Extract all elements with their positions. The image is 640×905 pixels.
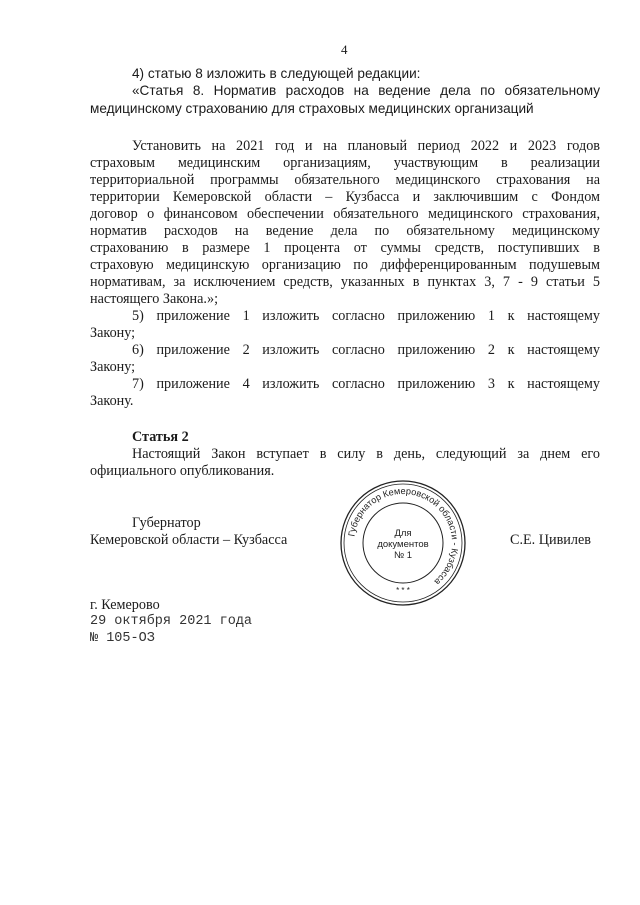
body-line: Установить на 2021 год и на плановый период 2022 и 2023 годов: [132, 138, 600, 154]
seal-center-line-1: Для: [394, 528, 412, 539]
body-line: договор о финансовом обеспечении обязательного медицинского страхования,: [90, 206, 600, 222]
body-line: страховую медицинскую организацию по дифференцированным подушевым: [90, 257, 600, 273]
seal-center-line-3: № 1: [393, 550, 413, 561]
seal-ring-text: Губернатор Кемеровской области - Кузбасса: [346, 485, 461, 588]
stamp-number: № 105-ОЗ: [90, 631, 155, 646]
signature-title-line-2: Кемеровской области – Кузбасса: [90, 532, 288, 548]
article-8-title-line-1: «Статья 8. Норматив расходов на ведение дела по обязательному: [132, 83, 600, 98]
item-4-intro: 4) статью 8 изложить в следующей редакции:: [132, 66, 421, 81]
body-line: территории Кемеровской области – Кузбасса и заключившим с Фондом: [90, 189, 600, 205]
signature-name: С.Е. Цивилев: [510, 532, 591, 548]
page-number: 4: [341, 42, 348, 57]
stamp-date: 29 октября 2021 года: [90, 614, 253, 629]
body-line: территориальной программы обязательного медицинского страхования на: [90, 172, 600, 188]
article-2-line-2: официального опубликования.: [90, 463, 275, 479]
signature-title-line-1: Губернатор: [132, 515, 201, 531]
article-8-title-line-2: медицинскому страхованию для страховых медицинских организаций: [90, 101, 534, 116]
item-5-line-2: Закону;: [90, 325, 136, 341]
body-line: страхованию в размере 1 процента от суммы средств, поступивших в: [90, 240, 600, 256]
place-of-signing: г. Кемерово: [90, 597, 160, 613]
item-6-line-2: Закону;: [90, 359, 136, 375]
body-line: нормативам, за исключением средств, указанных в пунктах 3, 7 - 9 статьи 5: [90, 274, 600, 290]
item-6-line-1: 6) приложение 2 изложить согласно приложению 2 к настоящему: [132, 342, 600, 358]
seal-graphic: [338, 478, 468, 608]
seal-stars: * * *: [396, 586, 410, 595]
body-line: настоящего Закона.»;: [90, 291, 219, 307]
official-seal: [338, 478, 468, 608]
body-line: страховым медицинским организациям, участвующим в реализации: [90, 155, 600, 171]
seal-center-line-2: документов: [377, 539, 429, 550]
item-7-line-1: 7) приложение 4 изложить согласно приложению 3 к настоящему: [132, 376, 600, 392]
article-2-heading: Статья 2: [132, 429, 189, 445]
item-7-line-2: Закону.: [90, 393, 134, 409]
article-2-line-1: Настоящий Закон вступает в силу в день, следующий за днем его: [132, 446, 600, 462]
body-line: норматив расходов на ведение дела по обязательному медицинскому: [90, 223, 600, 239]
item-5-line-1: 5) приложение 1 изложить согласно приложению 1 к настоящему: [132, 308, 600, 324]
